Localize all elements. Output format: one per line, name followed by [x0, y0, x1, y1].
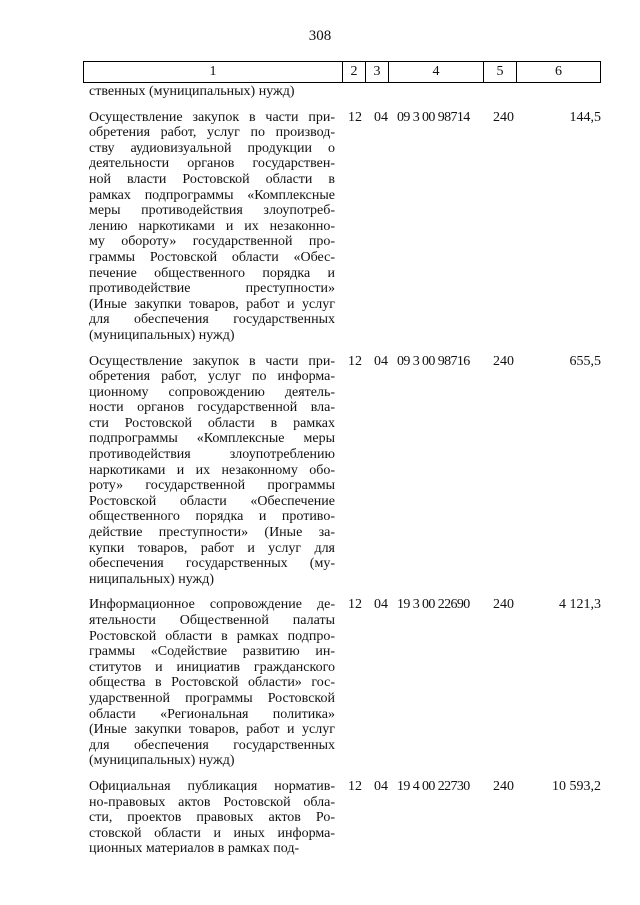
- page-number: 308: [308, 28, 332, 44]
- description-line: сти, проектов правовых актов Ро-: [89, 810, 335, 826]
- section-code: 12: [348, 353, 362, 369]
- description-line: общества в Ростовской области» гос-: [89, 675, 335, 691]
- subsection-code: 04: [374, 597, 388, 613]
- amount: 10 593,2: [552, 778, 601, 794]
- description-line: ственных (муниципальных) нужд): [89, 84, 295, 99]
- description-line: противодействия злоупотреблению: [89, 447, 335, 463]
- description-line: Ростовской области «Обеспечение: [89, 493, 335, 509]
- amount: 4 121,3: [559, 597, 601, 613]
- amount: 144,5: [569, 109, 601, 125]
- expense-type-code: 240: [493, 109, 514, 125]
- description-line: Осуществление закупок в части при-: [89, 353, 335, 369]
- header-col-1: 1: [84, 62, 343, 82]
- description-line: подпрограммы «Комплексные меры: [89, 431, 335, 447]
- expense-type-code: 240: [493, 778, 514, 794]
- description-line: (Иные закупки товаров, работ и услуг: [89, 722, 335, 738]
- row-description: [89, 597, 335, 769]
- table-row: [89, 779, 601, 857]
- description-line: для обеспечения государственных: [89, 737, 335, 753]
- description-line: для обеспечения государственных: [89, 312, 335, 328]
- subsection-code: 04: [374, 109, 388, 125]
- section-code: 12: [348, 778, 362, 794]
- target-article-code: 09 3 00 98716: [397, 353, 470, 369]
- description-line: рамках подпрограммы «Комплексные: [89, 187, 335, 203]
- header-col-3: 3: [366, 62, 389, 82]
- description-line: ятельности Общественной палаты: [89, 613, 335, 628]
- subsection-code: 04: [374, 353, 388, 369]
- description-line: Информационное сопровождение де-: [89, 597, 335, 613]
- description-line: Официальная публикация норматив-: [89, 778, 335, 794]
- header-col-6: 6: [555, 64, 562, 79]
- row-description: [89, 354, 335, 588]
- description-line: му обороту» государственной про-: [89, 234, 335, 250]
- row-description: [89, 84, 335, 100]
- row-description: [89, 779, 335, 857]
- expense-type-code: 240: [493, 353, 514, 369]
- description-line: ционных материалов в рамках под-: [89, 841, 300, 857]
- description-line: Осуществление закупок в части при-: [89, 109, 335, 125]
- amount: 655,5: [569, 353, 601, 369]
- description-line: (Иные закупки товаров, работ и услуг: [89, 296, 335, 312]
- target-article-code: 09 3 00 98714: [397, 109, 470, 125]
- description-line: общественного порядка и противо-: [89, 509, 335, 525]
- description-line: стовской области и иных информа-: [89, 825, 335, 841]
- description-line: деятельности органов государствен-: [89, 156, 335, 172]
- description-line: купки товаров, работ и услуг для: [89, 540, 335, 556]
- subsection-code: 04: [374, 778, 388, 794]
- description-line: меры противодействия злоупотреб-: [89, 203, 335, 219]
- description-line: обеспечения государственных (му-: [89, 556, 335, 572]
- description-line: области «Региональная политика»: [89, 706, 335, 722]
- description-line: (муниципальных) нужд): [89, 327, 235, 343]
- header-col-2: 2: [343, 62, 366, 82]
- section-code: 12: [348, 597, 362, 613]
- subsection-code: [374, 84, 397, 100]
- description-line: ститутов и инициатив гражданского: [89, 659, 335, 675]
- description-line: печение общественного порядка и: [89, 265, 335, 281]
- description-line: (муниципальных) нужд): [89, 753, 235, 769]
- table-body: [89, 84, 601, 857]
- description-line: Ростовской области в рамках подпро-: [89, 628, 335, 644]
- description-line: действие преступности» (Иные за-: [89, 525, 335, 541]
- description-line: ционному сопровождению деятель-: [89, 384, 335, 400]
- description-line: сти Ростовской области в рамках: [89, 415, 335, 431]
- description-line: противодействие преступности»: [89, 281, 335, 297]
- target-article-code: 19 3 00 22690: [397, 597, 470, 613]
- description-line: ности органов государственной вла-: [89, 400, 335, 416]
- table-row: [89, 110, 601, 344]
- description-line: ству аудиовизуальной продукции о: [89, 140, 335, 156]
- description-line: лению наркотиками и их незаконно-: [89, 218, 335, 234]
- description-line: ниципальных) нужд): [89, 571, 214, 587]
- description-line: обретения работ, услуг по информа-: [89, 369, 335, 385]
- table-row: [89, 597, 601, 769]
- description-line: граммы Ростовской области «Обес-: [89, 249, 335, 265]
- row-description: [89, 110, 335, 344]
- description-line: обретения работ, услуг по производ-: [89, 125, 335, 141]
- table-row: [89, 84, 601, 100]
- header-col-4: 4: [389, 62, 484, 82]
- expense-type-code: [493, 84, 528, 100]
- table-header: [83, 61, 601, 83]
- description-line: но-правовых актов Ростовской обла-: [89, 794, 335, 810]
- expense-type-code: 240: [493, 597, 514, 613]
- description-line: ударственной программы Ростовской: [89, 690, 335, 706]
- header-col-5: 5: [484, 62, 517, 82]
- description-line: роту» государственной программы: [89, 478, 335, 494]
- table-row: [89, 354, 601, 588]
- amount: [528, 84, 601, 100]
- description-line: ной власти Ростовской области в: [89, 171, 335, 187]
- section-code: [335, 84, 374, 100]
- description-line: граммы «Содействие развитию ин-: [89, 644, 335, 660]
- target-article-code: [397, 84, 493, 100]
- target-article-code: 19 4 00 22730: [397, 778, 470, 794]
- section-code: 12: [348, 109, 362, 125]
- description-line: наркотиками и их незаконному обо-: [89, 462, 335, 478]
